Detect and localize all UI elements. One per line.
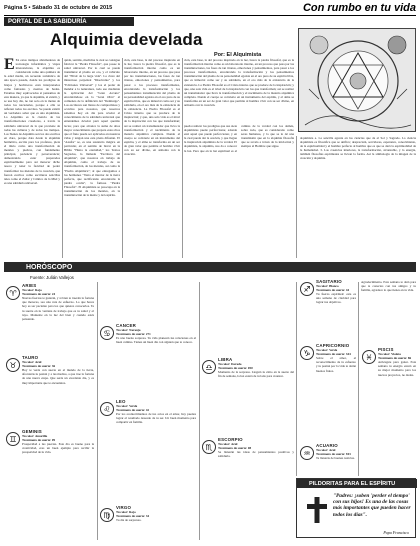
- sign-capricornio: CAPRICORNIO Tu color: Verde Tu número de suerte: 344 Sobre el amor, el reconocimiento de tu esfuerzo y tu pasión por la vida te darán buenos frutos.: [316, 344, 356, 373]
- scorpio-icon: ♏: [202, 440, 216, 454]
- gemini-icon: ♊: [6, 432, 20, 446]
- page-date: Página 5 • Sábado 31 de octubre de 2015: [4, 5, 113, 11]
- pildoritas-quote: "Padres: ¡soben 'perder el tiempo' con sus hijos! Es una de las cosas más importantes que pueden hacer todos los días".: [333, 493, 411, 518]
- alchemy-engraving-icon: [299, 29, 416, 132]
- sagittarius-icon: ♐: [300, 282, 314, 296]
- aquarius-icon: ♒: [300, 446, 314, 460]
- sign-piscis: PISCIS Tu color: Violeta Tu número de suerte: 86 Arriésgate para ganar. Esta semana tu energía estará en su mejor momento para los nuevos proyectos, no dudes.: [378, 348, 416, 377]
- column-divider: [122, 58, 123, 258]
- sign-libra: LIBRA Tu color: Dorado Tu número de suerte: 050 Momento de la sorpresa. Llegará tu éxito en la suerte del fin de semana, la luz estará de tu lado para avanzar.: [218, 358, 294, 379]
- section-slogan: Con rumbo en tu vida: [302, 2, 416, 14]
- horoscope-source: Fuente: Julián Vallejos: [30, 275, 74, 280]
- column-divider: [358, 282, 359, 476]
- article-title: Alquimia develada: [50, 30, 203, 49]
- column-divider: [182, 58, 183, 258]
- column-divider: [199, 282, 200, 540]
- virgo-icon: ♍: [100, 508, 114, 522]
- sign-acuario: ACUARIO Tu color: Azul Tu número de suerte: 943 Te llenarás de buenas noticias.: [316, 444, 355, 461]
- sign-tauro: TAURO Tu color: Azul Tu número de suerte: 36 Hoy te verás con suerte en el mundo de la tierra, afrontarás tu pasión y a tus medios, a que trae la fortuna de una nueva etapa. Que serás un excelente día, y es muy importante que te encuentres.: [22, 356, 94, 385]
- article-byline: Por: El Alquimista: [214, 52, 262, 58]
- pildoritas-signature: Papa Francisco: [383, 530, 409, 535]
- article-column-3: ción, esta base, la del proceso inspirado en la luz, busca la piedra filosofal, que es la transformación interna como es un laboratorio interno, en un proceso que pasa por las transmutaciones, las fases de tan tiranos, emociones y pensamientos, para pasar a los procesos transformados, encontrando la transformación y los pensamientos transmutación del plomo de su personalidad egoísta en el oro puro de su espíritu libre, que es inmortal como ser y su sabiduría, en el oro más de la existencia de la existencia. La Piedra Filosofal es el Cristo interno que se produce de la inspiración; y que, una sola vida es el nivel de la inspiración con los que transforman; así se realizó un transmutador que lleva la transformación y el nacimiento de la materia alquímica completa. Donde el cuerpo se convierte en un instrumento del espíritu, y el alma se transforma en un ser de gran valor que permite al hombre vivir con su ser divino, en armonía con la creación.: [124, 58, 180, 157]
- alchemy-illustration: [298, 28, 416, 132]
- sign-leo: LEO Tu color: Verde Tu número de suerte: 42 Por los acontecimientos de tus actos en el amor, hoy puedes lograr el resultado deseado de tu ser. Un buen momento para compartir en familia.: [116, 400, 196, 425]
- article-column-2: quida, sentido, medicina la cual se consigue fabricar la "Piedra Filosofal", que posee la salud universal. Por lo cual se puede transmutar el plomo en oro, y el vehículo del "Elixir de la larga vida". La clave del misterioso perpetual "Disolvente" y los "Ediciones Universal" y los el poder de mandar a la naturaleza, todo eso mediante la aplicación del "Gran Arcano" encontrándose en la "Gran Obra" al comienzo de la definición del "Demiurgo". Los escritores son llenos de compromisos y occultos para nosotros, que nosotros sabemos hoy en día para revelar el conocimiento de la sabiduría universal que entendemos develar pará aquel querido lector, para que alcance la suma de altos mayor conocimiento que prepara estos ritos que el fruto pueda ser aplicados en nuestras vidas y tengan una esta plena difusión. El "Azufre" se, es una sustancia mágica en particular, en el sentido de llevar en la Biblia "Hasta la eternidad," los Textos Sagrados, la llamada "Escritura del Alquimia", que nosotros en trabajo de Alquimia, como el trabajo de su transformación, de los metales, así como la "Piedra Alquímica"; al que entregamos a los hermanos "Vasta el interior de la tierra perfecta, que rectificando encontrarás la piedra oculta", la famosa "Piedra Filosofal". El Alquimista se preocupa en la transmutación de los metales, en la transmutación de la mente y del espíritu.: [64, 58, 120, 198]
- column-divider: [97, 282, 98, 540]
- dropcap: E: [4, 58, 15, 73]
- column-divider: [296, 136, 297, 258]
- header-rule: [4, 15, 416, 16]
- section-title: PORTAL DE LA SABIDURÍA: [8, 18, 87, 25]
- cancer-icon: ♋: [100, 326, 114, 340]
- page-header: [4, 2, 416, 14]
- horoscope-intro: Agradecimiento. Esta semana te dará para que te conectes con tus amigos y tu familia, agradece lo que tienes en tu vida.: [361, 280, 416, 293]
- leo-icon: ♌: [100, 402, 114, 416]
- taurus-icon: ♉: [6, 358, 20, 372]
- cross-icon: [305, 495, 329, 525]
- column-divider: [296, 282, 297, 476]
- article-column-1: E En estos tiempos abrumadores de tecnología informática y viajes interestelares, la alquimia es considerada como una quimera de la edad media, un recuerdo romántico de una época pasada, donde los prodigios de brujos y hechiceros eran interpretados como fantasías y cuentos de hadas. Estamos muy equivocados si pensamos de esta manera, ya que la alquimia, al existir, y se usa hoy día, no tan solo en la mente de todos los nacionales, porque a ella se refieren todos los escritos. Se puede existir un verdadero saber que es una alquimista. La Alquimia es la ciencia de las transformaciones creadoras, a través la sabiduría universal de la que proviene de todas las culturas y de todos los tiempos. Los Sienes de Alquimia son los dos escritos en claro, porque data desde la alquimia hermética, escrita para los profanos, pleta el título como una transformación de metales y piedras, con fundamento principal, paciencia y perseverancia; demostrando estar preparados espiritualmente para así merecer dicho tesoro y tener la facultad de poder transformar los metales de la creación, que fueron escritos como escrituras sencillas tales como el Zohar y Cántico de la Miel y es una sabiduría universal.: [4, 58, 60, 185]
- pisces-icon: ♓: [362, 350, 376, 364]
- sign-geminis: GÉMINIS Tu color: Amarillo Tu número de suerte: 09 Prosperidad a tus puertas. Este día es bueno para la creatividad, eres un buen ejemplo para recibir la prosperidad de tu vida.: [22, 430, 94, 455]
- libra-icon: ♎: [202, 360, 216, 374]
- article-column-3b: ción, esta base, la del proceso inspirado en la luz, busca la piedra filosofal, que es la transformación interna como es un laboratorio interno, en un proceso que pasa por las transmutaciones, las fases de tan tiranos, emociones y pensamientos, para pasar a los procesos transformados, encontrando la transformación y los pensamientos transmutación del plomo de su personalidad egoísta en el oro puro de su espíritu libre, que es inmortal como ser y su sabiduría, en el oro más de la existencia de la existencia. La Piedra Filosofal es el Cristo interno que se produce de la inspiración; y que, una sola vida es el nivel de la inspiración con los que transforman; así se realizó un transmutador que lleva la transformación y el nacimiento de la materia alquímica completa. Donde el cuerpo se convierte en un instrumento del espíritu, y el alma se transforma en un ser de gran valor que permite al hombre vivir con su ser divino, en armonía con la creación.: [184, 58, 294, 108]
- sign-aries: ARIES Tu color: Rojo Tu número de suerte: 24 Nuevas fuerzas te guiarán, y si bien te traerán la fortuna que mereces, sea una ruta de esfuerzo. Lo que haces hoy es ser paciente para los que quieres conocerlos. Te tu suerte en tu ventana de trabajo que es tu salud y el tuyo. Mantente en la luz del bien y cuando estés pensando.: [22, 284, 94, 321]
- pildoritas-box: [296, 478, 416, 538]
- sign-virgo: VIRGO Tu color: Rojo Tu número de suerte: 34 Tu día de sorpresas.: [116, 506, 150, 523]
- capricorn-icon: ♑: [300, 346, 314, 360]
- sign-cancer: CÁNCER Tu color: Naranja Tu número de suerte: 271 Es una buena sorpresa. Tu vida planeará tus relaciones en el buen camino. Tienes un buen día con alguien que te conoce.: [116, 324, 196, 345]
- sign-escorpio: ESCORPIO Tu color: Azul Tu número de suerte: 08 Se llenarán tus ideas de pensamientos positivos y sabiduría.: [218, 438, 294, 459]
- section-banner: [4, 17, 134, 26]
- pildoritas-title: PILDORITAS PARA EL ESPÍRITU: [297, 479, 417, 488]
- horoscope-title: HORÓSCOPO: [26, 263, 73, 271]
- article-column-5: alquimista a. La sencilla agonía en las ciencias que da al Sol y Sagrado. La ciencia alquimista es filosófica que se unifica; despreciará, servidores, esperanza, conocimiento, de la espiritualidad y el hombre perfecto al hombre que es que se dará la espiritualidad de la humanidad. 3. Las creencias interiores, la transformación, alcanzable, y la energía, también filosofías espirituales se llevan la forma. Así la simbología de la imagen de la creación y alquimia.: [300, 136, 416, 161]
- aries-icon: ♈: [6, 286, 20, 300]
- sign-sagitario: SAGITARIO Tu color: Blanco Tu número de suerte: 44 Tu fuerza espiritual: esta es una semana de claridad para lograr tus objetivos.: [316, 280, 356, 305]
- article-column-4: pueda realizar los prodigios que sus siete alquimistas puede perfeccionar, adonde está aquel que puede perfeccionar, y en la cual pueda dar la oración, y que llegue la inspiración alquimista de la verdad. El alquimista, la alquimia, nos da a conocer la luz. Para que en la luz espiritual es el camino de la verdad con los demás, sobre todo, que es considerado como seres humanos, y la que se le dé una transmisión que en la alquimia filosofía que se revela a través de la iniciación y siempre al Hombre que sigue.: [184, 124, 294, 153]
- column-divider: [62, 58, 63, 258]
